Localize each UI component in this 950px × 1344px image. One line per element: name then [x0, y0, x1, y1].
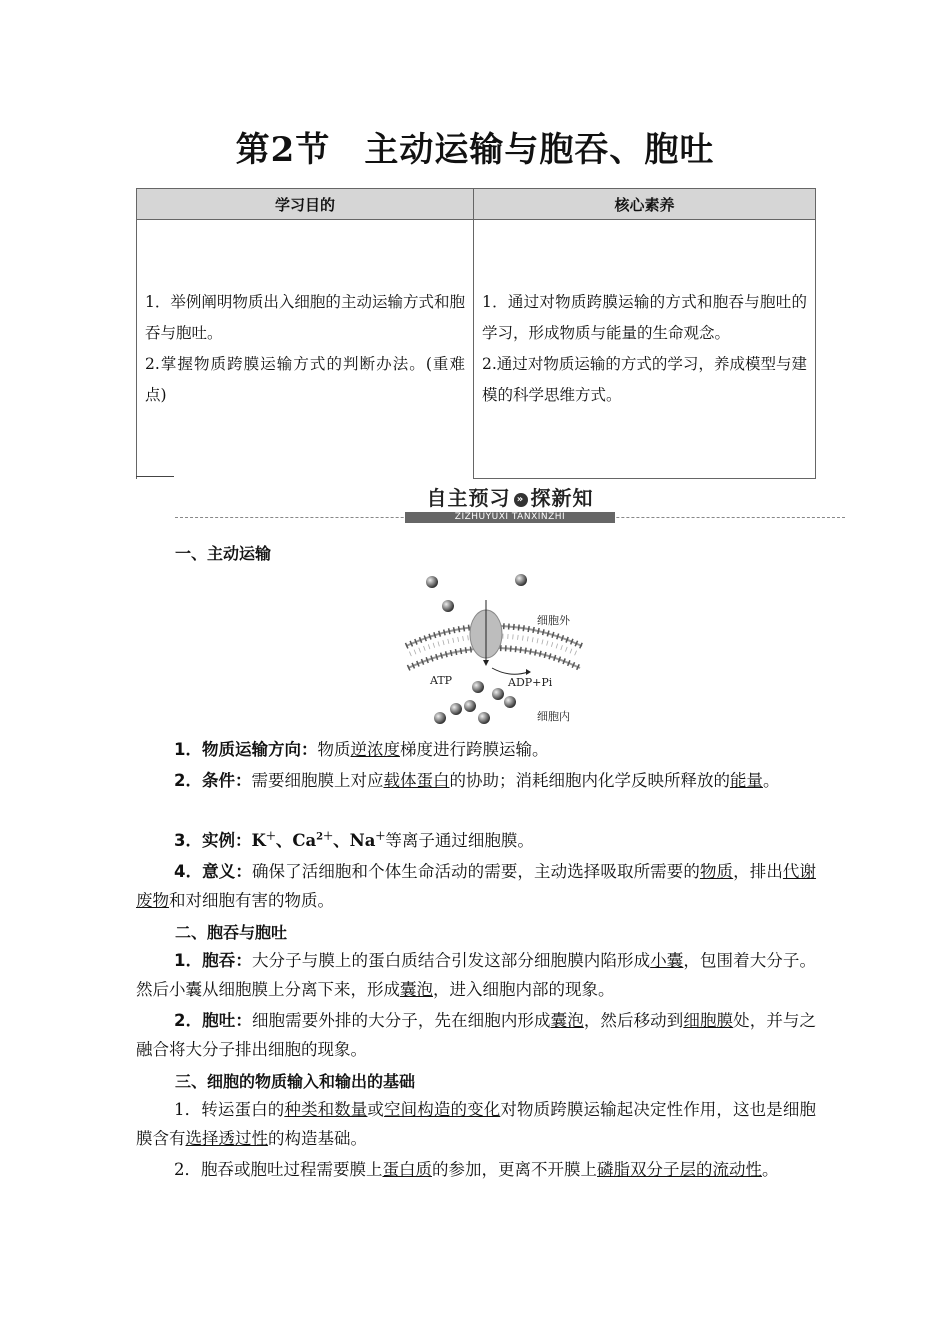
banner-pinyin: ZIZHUYUXI TANXINZHI	[405, 512, 615, 523]
objectives-table	[136, 188, 816, 479]
label-inside: 细胞内	[537, 710, 570, 723]
para-endocytosis: 1．胞吞：大分子与膜上的蛋白质结合引发这部分细胞膜内陷形成小囊，包围着大分子。然后小囊从细胞膜上分离下来，形成囊泡，进入细胞内部的现象。	[136, 951, 817, 999]
molecule	[515, 574, 527, 586]
goal-item: 2.掌握物质跨膜运输方式的判断办法。(重难点)	[145, 355, 465, 405]
learning-goals-cell	[137, 220, 474, 479]
heading-endo-exocytosis: 二、胞吞与胞吐	[175, 923, 288, 942]
arrow-head-icon	[526, 669, 531, 675]
molecule	[426, 576, 438, 588]
heading-active-transport: 一、主动运输	[175, 544, 272, 563]
literacy-item: 2.通过对物质运输的方式的学习，养成模型与建模的科学思维方式。	[482, 355, 807, 404]
para-transport-protein: 1．转运蛋白的种类和数量或空间构造的变化对物质跨膜运输起决定性作用，这也是细胞膜含有选择透过性的构造基础。	[136, 1100, 817, 1148]
para-examples: 3．实例：K＋、$Ca^{2+}$、Na＋等离子通过细胞膜。	[174, 831, 534, 850]
table-bottom-rule	[136, 476, 174, 477]
banner-right-text: 探新知	[530, 486, 594, 510]
header-core-literacy: 核心素养	[474, 189, 816, 220]
header-learning-goals: 学习目的	[137, 189, 474, 220]
molecule	[434, 712, 446, 724]
para-exocytosis: 2．胞吐：细胞需要外排的大分子，先在细胞内形成囊泡，然后移动到细胞膜处，并与之融合将大分子排出细胞的现象。	[136, 1011, 817, 1059]
page-title	[0, 122, 950, 171]
section-title: 主动运输与胞吞、胞吐	[364, 130, 715, 170]
para-conditions: 2．条件：需要细胞膜上对应载体蛋白的协助；消耗细胞内化学反映所释放的能量。	[174, 771, 780, 790]
heading-transport-basis: 三、细胞的物质输入和输出的基础	[175, 1072, 416, 1091]
label-atp: ATP	[430, 674, 453, 687]
atp-hydrolysis-arrow	[492, 668, 528, 674]
para-direction: 1．物质运输方向：物质逆浓度梯度进行跨膜运输。	[174, 740, 549, 759]
label-adp: ADP+Pi	[508, 676, 553, 689]
molecule	[472, 681, 484, 693]
molecule	[464, 700, 476, 712]
section-number: 第2节	[235, 130, 331, 170]
banner-left-text: 自主预习	[426, 486, 511, 510]
molecule	[504, 696, 516, 708]
para-significance: 4．意义：确保了活细胞和个体生命活动的需要，主动选择吸取所需要的物质，排出代谢废物和对细胞有害的物质。	[136, 862, 817, 910]
double-arrow-icon: »	[514, 493, 528, 507]
arrow-head-icon	[483, 660, 489, 666]
para-fluidity: 2．胞吞或胞吐过程需要膜上蛋白质的参加，更离不开膜上磷脂双分子层的流动性。	[174, 1160, 779, 1179]
molecule	[442, 600, 454, 612]
section-banner	[175, 484, 845, 526]
molecule	[492, 688, 504, 700]
molecule	[450, 703, 462, 715]
literacy-item: 1．通过对物质跨膜运输的方式和胞吞与胞吐的学习，形成物质与能量的生命观念。	[482, 293, 807, 342]
molecule	[478, 712, 490, 724]
goal-item: 1．举例阐明物质出入细胞的主动运输方式和胞吞与胞吐。	[145, 293, 465, 343]
active-transport-diagram	[400, 568, 590, 728]
label-outside: 细胞外	[537, 614, 570, 627]
core-literacy-cell	[474, 220, 816, 479]
